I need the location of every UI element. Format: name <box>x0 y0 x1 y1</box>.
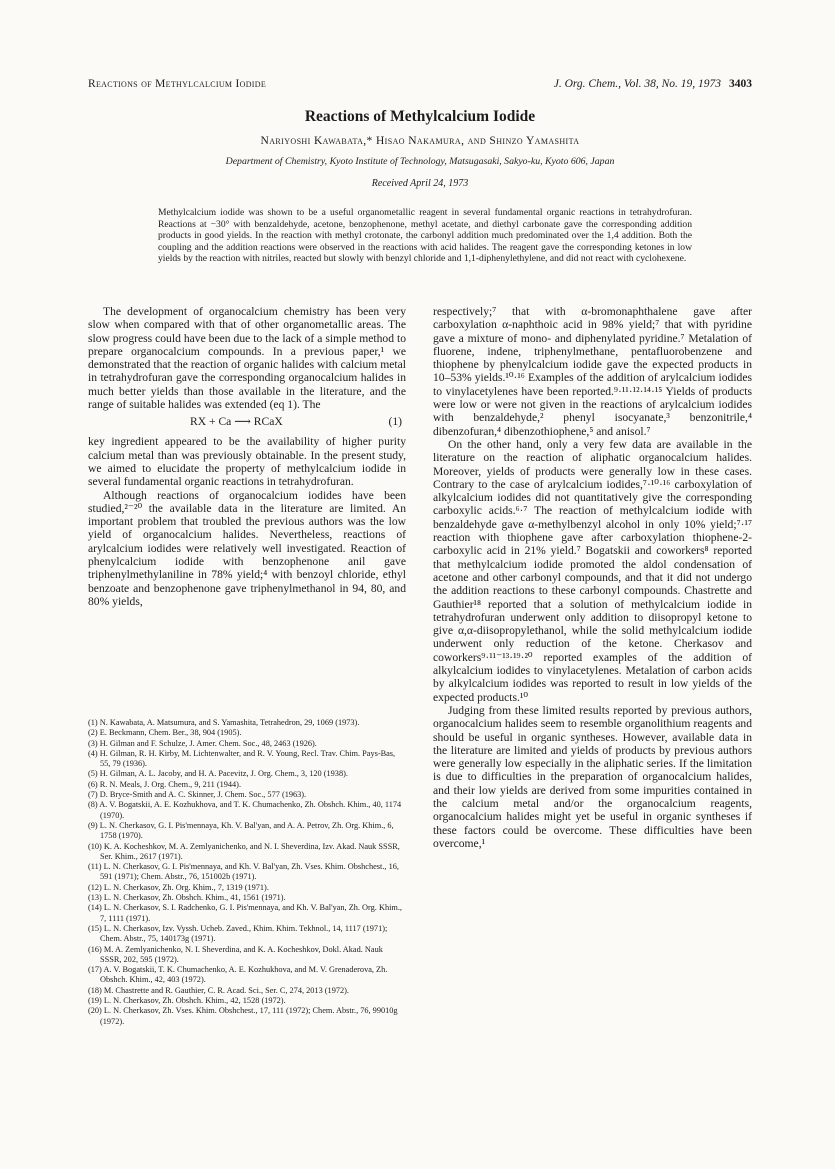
authors: Nariyoshi Kawabata,* Hisao Nakamura, and Shinzo Yamashita <box>260 135 580 147</box>
abstract: Methylcalcium iodide was shown to be a useful organometallic reagent in several fundamental organic reactions in tetrahydrofuran. Reactions at −30° with benzaldehyde, acetone, benzophenone, methyl acetate, and diethyl carbonate gave the corresponding addition products in good yields. In the reaction with methyl crotonate, the carbonyl addition much predominated over the 1,4 addition. Both the coupling and the addition reactions were observed in the reactions with acid halides. The reagent gave the corresponding ketones in low yields by the reaction with nitriles, reacted but slowly with benzyl chloride and 1,1-diphenylethylene, and did not react with cyclohexene. <box>158 207 692 264</box>
received-date: Received April 24, 1973 <box>371 178 469 189</box>
page-number: 3403 <box>729 78 752 90</box>
intro-paragraph-1b: key ingredient appeared to be the availability of higher purity calcium metal than was previously obtainable. In the present study, we aimed to elucidate the property of methylcalcium iodide in several fundamental organic reactions in tetrahydrofuran. <box>88 435 406 489</box>
footnote: (13) L. N. Cherkasov, Zh. Obshch. Khim., 41, 1561 (1971). <box>88 893 286 903</box>
footnotes <box>88 718 406 1027</box>
intro-paragraph-2: Although reactions of organocalcium iodides have been studied,²⁻²⁰ the available data in the literature are limited. An important problem that troubled the previous authors was the low yield of organocalcium halides. Nevertheless, reactions of arylcalcium iodides were relatively well investigated. Reaction of phenylcalcium iodide with benzophenone anil gave triphenylmethylaniline in 78% yield;⁴ with benzoyl chloride, ethyl benzoate and benzophenone gave triphenylmethanol in 94, 80, and 80% yields, <box>88 488 406 608</box>
body-paragraph-judging: Judging from these limited results reported by previous authors, organocalcium halides seem to resemble organolithium reagents and should be useful in organic syntheses. However, available data in the literature are limited and yields of products by previous authors were generally low especially in the aliphatic series. If the limitation is due to difficulties in the preparation of organocalcium halides, and their low yields are derived from some impurities contained in the calcium metal and/or the organocalcium reagents, organocalcium halides might yet be useful in organic syntheses if these factors could be overcome. These difficulties have been overcome,¹ <box>433 703 752 850</box>
footnote: (10) K. A. Kocheshkov, M. A. Zemlyanichenko, and N. I. Sheverdina, Izv. Akad. Nauk SSSR, Ser. Khim., 2617 (1971). <box>88 841 400 861</box>
running-header <box>88 78 752 94</box>
footnote: (11) L. N. Cherkasov, G. I. Pis'mennaya, and Kh. V. Bal'yan, Zh. Vses. Khim. Obshchest., 16, 591 (1971); Chem. Abstr., 76, 151002b (1971). <box>88 862 399 882</box>
footnote: (1) N. Kawabata, A. Matsumura, and S. Yamashita, Tetrahedron, 29, 1069 (1973). <box>88 718 360 727</box>
journal-citation <box>554 78 752 90</box>
footnote: (14) L. N. Cherkasov, S. I. Radchenko, G. I. Pis'mennaya, and Kh. V. Bal'yan, Zh. Org. Khim., 7, 1111 (1971). <box>88 903 403 923</box>
journal-reference: J. Org. Chem., Vol. 38, No. 19, 1973 <box>553 78 721 90</box>
running-title: Reactions of Methylcalcium Iodide <box>88 78 267 90</box>
intro-paragraph-1a: The development of organocalcium chemistry has been very slow when compared with that of other organometallic areas. The slow progress could have been due to the lack of a simple method to prepare organocalcium compounds. In a previous paper,¹ we demonstrated that the reaction of organic halides with calcium metal in tetrahydrofuran gave the corresponding organocalcium halides in much better yields than those available in the literature, and the range of suitable halides was extended (eq 1). The <box>88 305 406 412</box>
footnote: (8) A. V. Bogatskii, A. E. Kozhukhova, and T. K. Chumachenko, Zh. Obshch. Khim., 40, 1174 (1970). <box>88 800 402 820</box>
footnote: (18) M. Chastrette and R. Gauthier, C. R. Acad. Sci., Ser. C, 274, 2013 (1972). <box>88 985 349 995</box>
footnote: (6) R. N. Meals, J. Org. Chem., 9, 211 (1944). <box>88 779 242 789</box>
footnote: (20) L. N. Cherkasov, Zh. Vses. Khim. Obshchest., 17, 111 (1972); Chem. Abstr., 76, 99010g (1972). <box>88 1006 398 1026</box>
affiliation: Department of Chemistry, Kyoto Institute of Technology, Matsugasaki, Sakyo-ku, Kyoto 606, Japan <box>225 156 615 167</box>
footnote: (4) H. Gilman, R. H. Kirby, M. Lichtenwalter, and R. V. Young, Recl. Trav. Chim. Pays-Bas, 55, 79 (1936). <box>88 748 396 769</box>
body-paragraph-aliphatic: On the other hand, only a very few data are available in the literature on the reaction of aliphatic organocalcium halides. Moreover, yields of products were generally low in these cases. Contrary to the case of arylcalcium iodides,⁷·¹⁰·¹⁶ carboxylation of alkylcalcium iodides did not quantitatively give the corresponding carboxylic acids.⁶·⁷ The reaction of methylcalcium iodide with benzaldehyde gave α-methylbenzyl alcohol in only 10% yield;⁷·¹⁷ reaction with thiophene gave after carboxylation thiophene-2-carboxylic acid in 21% yield.⁷ Bogatskii and coworkers⁸ reported that methylcalcium iodide promoted the aldol condensation of acetone and other carbonyl compounds, and that it did not undergo the addition reactions to these carbonyl compounds. Chastrette and Gauthier¹⁸ reported that a solution of methylcalcium iodide in tetrahydrofuran underwent only addition to diisopropyl ketone to give α,α-diisopropylethanol, while the solid methylcalcium iodide underwent only reduction of the ketone. Cherkasov and coworkers⁹·¹¹⁻¹³·¹⁹·²⁰ reported examples of the addition of alkylcalcium iodides to vinylacetylenes. Metalation of carbon acids by alkylcalcium iodides was reported to result in low yields of the expected products.¹⁰ <box>433 437 752 704</box>
footnote: (16) M. A. Zemlyanichenko, N. I. Sheverdina, and K. A. Kocheshkov, Dokl. Akad. Nauk SSSR, 202, 595 (1972). <box>88 944 383 964</box>
equation-expression: RX + Ca ⟶ RCaX <box>190 415 283 429</box>
footnote: (15) L. N. Cherkasov, Izv. Vyssh. Ucheb. Zaved., Khim. Khim. Tekhnol., 14, 1117 (1971); Chem. Abstr., 75, 140173g (1971). <box>88 923 388 944</box>
equation-1 <box>88 415 406 429</box>
left-column <box>88 305 406 608</box>
footnote: (3) H. Gilman and F. Schulze, J. Amer. Chem. Soc., 48, 2463 (1926). <box>88 738 317 748</box>
footnote: (9) L. N. Cherkasov, G. I. Pis'mennaya, Kh. V. Bal'yan, and A. A. Petrov, Zh. Org. Khim., 6, 1758 (1970). <box>88 820 394 841</box>
article-title: Reactions of Methylcalcium Iodide <box>304 108 536 125</box>
footnote: (7) D. Bryce-Smith and A. C. Skinner, J. Chem. Soc., 577 (1963). <box>88 790 307 800</box>
right-column <box>433 305 752 850</box>
footnote: (2) E. Beckmann, Chem. Ber., 38, 904 (1905). <box>88 728 242 738</box>
body-paragraph-continued: respectively;⁷ that with α-bromonaphthalene gave after carboxylation α-naphthoic acid in 98% yield;⁷ that with pyridine gave a mixture of mono- and diphenylated pyridine.⁷ Metalation of fluorene, indene, triphenylmethane, pentafluorobenzene and thiophene by phenylcalcium iodide gave the expected products in 10–53% yields.¹⁰·¹⁶ Examples of the addition of arylcalcium iodides to vinylacetylenes have been reported.⁹·¹¹·¹²·¹⁴·¹⁵ Yields of products were low or were not given in the reactions of arylcalcium iodides with benzaldehyde,² phenyl isocyanate,³ benzonitrile,⁴ dibenzofuran,⁴ dibenzothiophene,⁵ and anisol.⁷ <box>433 305 752 438</box>
footnote: (17) A. V. Bogatskii, T. K. Chumachenko, A. E. Kozhukhova, and M. V. Grenaderova, Zh. Obshch. Khim., 42, 403 (1972). <box>88 965 388 985</box>
footnote: (5) H. Gilman, A. L. Jacoby, and H. A. Pacevitz, J. Org. Chem., 3, 120 (1938). <box>88 769 348 779</box>
equation-number: (1) <box>388 415 402 429</box>
footnote: (19) L. N. Cherkasov, Zh. Obshch. Khim., 42, 1528 (1972). <box>88 996 286 1006</box>
footnote: (12) L. N. Cherkasov, Zh. Org. Khim., 7, 1319 (1971). <box>88 882 269 892</box>
